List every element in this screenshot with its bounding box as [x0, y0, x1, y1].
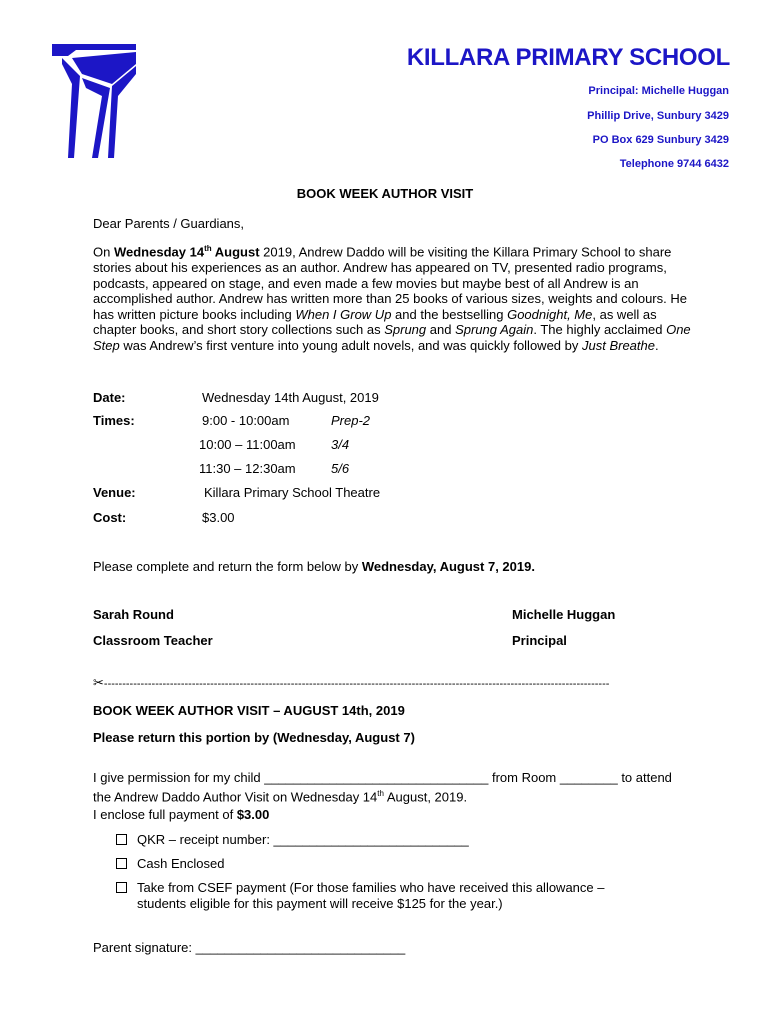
checkbox[interactable]	[116, 882, 127, 893]
po-box-line: PO Box 629 Sunbury 3429	[592, 134, 729, 146]
times-label: Times:	[93, 413, 135, 428]
principal-name: Michelle Huggan	[512, 607, 616, 622]
session-group: 5/6	[331, 461, 350, 476]
option-qkr[interactable]: QKR – receipt number: ___________________________	[116, 832, 469, 848]
cut-line: ✂------------------------------------------------------------------------------------------------------------------------------------------	[93, 675, 610, 690]
telephone-line: Telephone 9744 6432	[619, 158, 729, 170]
return-deadline: Please complete and return the form below by Wednesday, August 7, 2019.	[93, 559, 535, 574]
date-label: Date:	[93, 390, 126, 405]
salutation: Dear Parents / Guardians,	[93, 216, 245, 231]
option-cash[interactable]: Cash Enclosed	[116, 856, 224, 872]
school-name: KILLARA PRIMARY SCHOOL	[406, 44, 730, 71]
parent-signature-line[interactable]: Parent signature: _____________________________	[93, 940, 406, 955]
scissors-icon: ✂	[93, 675, 104, 690]
cost-value: $3.00	[202, 510, 235, 525]
letter-title: BOOK WEEK AUTHOR VISIT	[296, 186, 474, 201]
teacher-role: Classroom Teacher	[93, 633, 213, 648]
checkbox[interactable]	[116, 858, 127, 869]
venue-value: Killara Primary School Theatre	[204, 485, 381, 500]
address-line: Phillip Drive, Sunbury 3429	[587, 110, 729, 122]
session-time: 11:30 – 12:30am	[199, 461, 296, 476]
option-csef[interactable]: Take from CSEF payment (For those families who have received this allowance – students eligible for this payment will receive $125 for the year.)	[116, 880, 676, 912]
school-bird-logo-icon	[52, 44, 136, 158]
session-time: 10:00 – 11:00am	[199, 437, 296, 452]
session-group: Prep-2	[331, 413, 371, 428]
principal-role: Principal	[512, 633, 567, 648]
date-value: Wednesday 14th August, 2019	[202, 390, 379, 405]
venue-label: Venue:	[93, 485, 136, 500]
permission-statement: I give permission for my child _______________________________ from Room ________ to attend the Andrew Daddo Author Visit on Wednesday 14th August, 2019.	[93, 770, 672, 804]
payment-statement: I enclose full payment of $3.00	[93, 807, 270, 822]
session-time: 9:00 - 10:00am	[202, 413, 290, 428]
letter-body: On Wednesday 14th August 2019, Andrew Daddo will be visiting the Killara Primary School to share stories about his experiences as an author. Andrew has appeared on TV, presented radio programs, podcasts, appeared on stage, and even made a few movies but maybe best of all Andrew is an accomplished author. Andrew has written more than 25 books of various sizes, weights and colours. He has written picture books including When I Grow Up and the bestselling Goodnight, Me, as well as chapter books, and short story collections such as Sprung and Sprung Again. The highly acclaimed One Step was Andrew’s first venture into young adult novels, and was quickly followed by Just Breathe.	[93, 244, 691, 353]
slip-return-note: Please return this portion by (Wednesday, August 7)	[93, 730, 415, 745]
checkbox[interactable]	[116, 834, 127, 845]
slip-title: BOOK WEEK AUTHOR VISIT – AUGUST 14th, 2019	[93, 703, 405, 718]
cost-label: Cost:	[93, 510, 127, 525]
session-group: 3/4	[331, 437, 350, 452]
teacher-name: Sarah Round	[93, 607, 174, 622]
principal-line: Principal: Michelle Huggan	[588, 85, 729, 97]
